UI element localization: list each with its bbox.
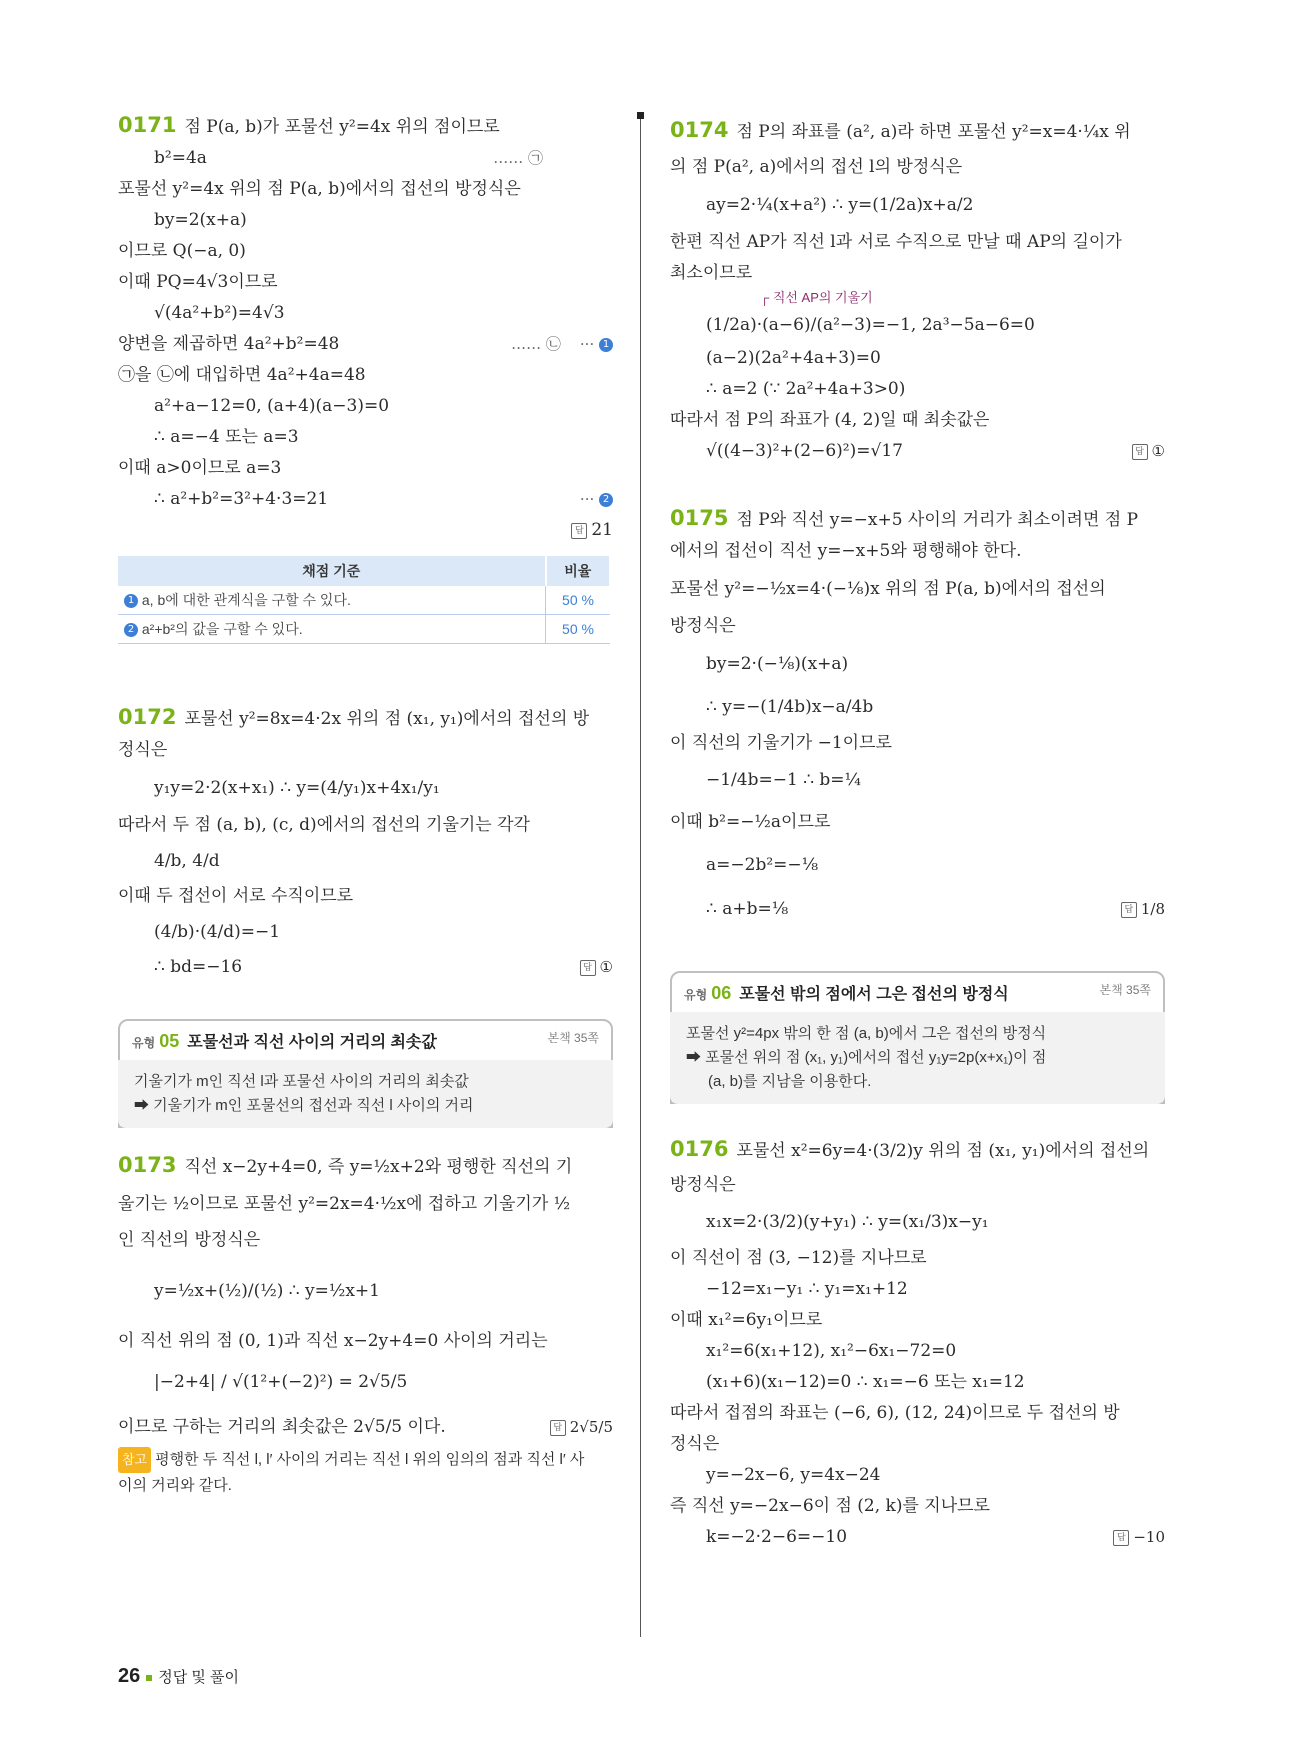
scoring-table <box>118 556 611 644</box>
step-mark-1: 1 <box>599 338 613 352</box>
problem-number: 0173 <box>118 1153 177 1177</box>
problem-number: 0174 <box>670 118 729 142</box>
type-title: 포물선 밖의 점에서 그은 접선의 방정식 <box>739 986 1009 1003</box>
problem-number: 0175 <box>670 506 729 530</box>
step-mark-2: 2 <box>599 493 613 507</box>
problem-0173: 0173 직선 x−2y+4=0, 즉 y=½x+2와 평행한 직선의 기 울기는 ½이므로 포물선 y²=2x=4·½x에 접하고 기울기가 ½ 인 직선의 방정식은 y=½x+(½)/(½) ∴ y=½x+1 이 직선 위의 점 (0, 1)과 직선 x−2y+4=0 사이의 거리는 |−2+4| / √(1²+(−2)²) = 2√5/5 이므로 구하는 거리의 최솟값은 2√5/5 이다. 답 2√5/5 <box>118 1153 613 1437</box>
answer-icon: 답 <box>580 960 596 976</box>
scoring-header-criteria: 채점 기준 <box>118 556 546 586</box>
right-column <box>670 110 1165 1553</box>
page-number: 26 <box>118 1665 141 1687</box>
reference-note: 참고 평행한 두 직선 l, l′ 사이의 거리는 직선 l 위의 임의의 점과 직선 l′ 사 이의 거리와 같다. <box>118 1447 613 1499</box>
answer: 21 <box>591 520 613 540</box>
type-06-box: 유형 06 포물선 밖의 점에서 그은 접선의 방정식 본책 35쪽 포물선 y²=4px 밖의 한 점 (a, b)에서 그은 접선의 방정식 ➡ 포물선 위의 점 (x₁, y₁)에서의 접선 y₁y=2p(x+x₁)이 점 (a, b)를 지남을 이용한다. <box>670 971 1165 1104</box>
table-row: 2 a²+b²의 값을 구할 수 있다. 50 % <box>118 615 610 644</box>
footer-square <box>146 1675 152 1681</box>
note-tag: 참고 <box>118 1447 151 1473</box>
step-mark-2: 2 <box>124 623 138 637</box>
problem-number: 0176 <box>670 1137 729 1161</box>
answer-icon: 답 <box>1121 902 1137 918</box>
page-footer <box>118 1665 239 1688</box>
answer: −10 <box>1133 1528 1165 1546</box>
answer-icon: 답 <box>1113 1530 1129 1546</box>
problem-0175: 0175 점 P와 직선 y=−x+5 사이의 거리가 최소이려면 점 P 에서의 접선이 직선 y=−x+5와 평행해야 한다. 포물선 y²=−½x=4·(−⅛)x 위의 점 P(a, b)에서의 접선의 방정식은 by=2·(−⅛)(x+a) ∴ y=−(1/4b)x−a/4b 이 직선의 기울기가 −1이므로 −1/4b=−1 ∴ b=¼ 이때 b²=−½a이므로 a=−2b²=−⅛ ∴ a+b=⅛ 답 1/8 <box>670 506 1165 919</box>
page-reference: 본책 35쪽 <box>1099 983 1151 997</box>
problem-0172: 0172 포물선 y²=8x=4·2x 위의 점 (x₁, y₁)에서의 접선의 방 정식은 y₁y=2·2(x+x₁) ∴ y=(4/y₁)x+4x₁/y₁ 따라서 두 점 (a, b), (c, d)에서의 접선의 기울기는 각각 4/b, 4/d 이때 두 접선이 서로 수직이므로 (4/b)·(4/d)=−1 ∴ bd=−16 답 ① <box>118 705 613 977</box>
scoring-header-ratio: 비율 <box>546 556 611 586</box>
problem-number: 0171 <box>118 113 177 137</box>
answer: 2√5/5 <box>569 1418 613 1436</box>
answer: ① <box>1151 442 1165 460</box>
answer: ① <box>599 958 613 976</box>
left-column <box>118 110 613 1499</box>
footer-title: 정답 및 풀이 <box>158 1669 240 1686</box>
type-title: 포물선과 직선 사이의 거리의 최솟값 <box>187 1034 437 1051</box>
answer-icon: 답 <box>571 523 587 539</box>
table-row: 1 a, b에 대한 관계식을 구할 수 있다. 50 % <box>118 586 610 615</box>
column-divider <box>640 112 641 1637</box>
type-05-box: 유형 05 포물선과 직선 사이의 거리의 최솟값 본책 35쪽 기울기가 m인 직선 l과 포물선 사이의 거리의 최솟값 ➡ 기울기가 m인 포물선의 접선과 직선 l 사이의 거리 <box>118 1019 613 1128</box>
problem-number: 0172 <box>118 705 177 729</box>
answer: 1/8 <box>1140 900 1165 918</box>
divider-marker <box>637 112 644 119</box>
answer-icon: 답 <box>1132 444 1148 460</box>
problem-0174: 0174 점 P의 좌표를 (a², a)라 하면 포물선 y²=x=4·¼x 위 의 점 P(a², a)에서의 접선 l의 방정식은 ay=2·¼(x+a²) ∴ y=(1/2a)x+a/2 한편 직선 AP가 직선 l과 서로 수직으로 만날 때 AP의 길이가 최소이므로 ┌ 직선 AP의 기울기 (1/2a)·(a−6)/(a²−3)=−1, 2a³−5a−6=0 (a−2)(2a²+4a+3)=0 ∴ a=2 (∵ 2a²+4a+3>0) 따라서 점 P의 좌표가 (4, 2)일 때 최솟값은 √((4−3)²+(2−6)²)=√17 답 ① <box>670 118 1165 461</box>
step-mark-1: 1 <box>124 594 138 608</box>
page-reference: 본책 35쪽 <box>547 1031 599 1045</box>
slope-annotation: ┌ 직선 AP의 기울기 <box>760 290 873 305</box>
problem-0176: 0176 포물선 x²=6y=4·(3/2)y 위의 점 (x₁, y₁)에서의 접선의 방정식은 x₁x=2·(3/2)(y+y₁) ∴ y=(x₁/3)x−y₁ 이 직선이 점 (3, −12)를 지나므로 −12=x₁−y₁ ∴ y₁=x₁+12 이때 x₁²=6y₁이므로 x₁²=6(x₁+12), x₁²−6x₁−72=0 (x₁+6)(x₁−12)=0 ∴ x₁=−6 또는 x₁=12 따라서 접점의 좌표는 (−6, 6), (12, 24)이므로 두 접선의 방 정식은 y=−2x−6, y=4x−24 즉 직선 y=−2x−6이 점 (2, k)를 지나므로 k=−2·2−6=−10 답 −10 <box>670 1137 1165 1547</box>
problem-0171: 0171 점 P(a, b)가 포물선 y²=4x 위의 점이므로 b²=4a …… ㉠ 포물선 y²=4x 위의 점 P(a, b)에서의 접선의 방정식은 by=2(x+a) 이므로 Q(−a, 0) 이때 PQ=4√3이므로 √(4a²+b²)=4√3 양변을 제곱하면 4a²+b²=48 …… ㉡ ··· 1 ㉠을 ㉡에 대입하면 4a²+4a=48 a²+a−12=0, (a+4)(a−3)=0 ∴ a=−4 또는 a=3 이때 a>0이므로 a=3 ∴ a²+b²=3²+4·3=21 ··· 2 답 21 <box>118 113 613 540</box>
answer-icon: 답 <box>550 1420 566 1436</box>
